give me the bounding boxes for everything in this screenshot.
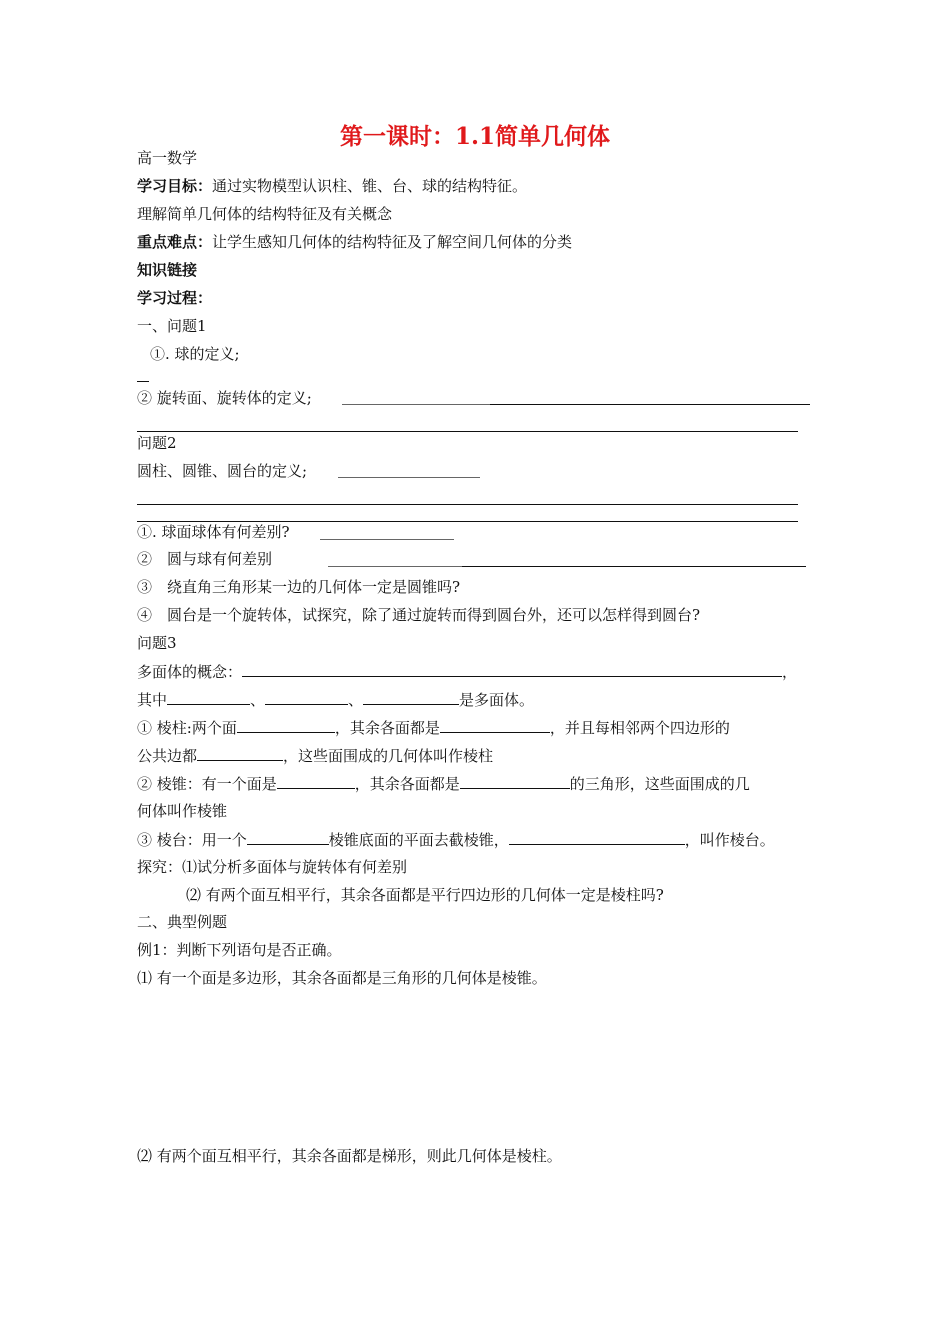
separator: 、 [348,691,364,709]
polyhedron-label: 多面体的概念： [137,663,243,681]
page-title: 第一课时：1.1简单几何体 [339,123,610,150]
explore-1: 探究：⑴试分析多面体与旋转体有何差别 [137,858,408,876]
blank [265,689,348,705]
answer-line [320,539,454,540]
short-rule [137,381,149,382]
prism-text: ，并且每相邻两个四边形的 [549,719,730,737]
answer-line [342,404,490,405]
polyhedron-line [137,661,797,682]
blank [509,829,685,845]
example-1a: ⑴ 有一个面是多边形，其余各面都是三角形的几何体是棱锥。 [137,969,547,987]
answer-line [338,477,480,478]
pyramid-label: ② 棱锥：有一个面是 [137,775,277,793]
goal-line-2: 理解简单几何体的结构特征及有关概念 [137,205,393,223]
blank [277,773,355,789]
problem-2-heading: 问题2 [137,434,177,452]
frustum-line [137,829,775,850]
prism-text: ，其余各面都是 [334,719,440,737]
frustum-text: ，叫作棱台。 [684,831,775,849]
answer-line [462,566,806,567]
goal-line [137,176,527,196]
among-end: 是多面体。 [459,691,535,709]
question-2: 圆柱、圆锥、圆台的定义; [137,462,308,480]
blank [363,689,459,705]
link-heading: 知识链接 [137,261,198,279]
prism-line [137,717,730,738]
blank [440,717,550,733]
prism-text: ，这些面围成的几何体叫作棱柱 [283,747,494,765]
question-2d: ④ 圆台是一个旋转体，试探究，除了通过旋转而得到圆台外，还可以怎样得到圆台? [137,606,701,624]
frustum-label: ③ 棱台：用一个 [137,831,247,849]
section-2-heading: 二、典型例题 [137,913,228,931]
question-1a: ①. 球的定义; [150,345,240,363]
pyramid-text: ，其余各面都是 [354,775,460,793]
answer-line [137,431,798,432]
prism-line-2 [137,745,493,766]
key-line [137,232,572,252]
question-2b: ② 圆与球有何差别 [137,550,273,568]
answer-line [328,566,462,567]
blank [197,745,283,761]
answer-line [490,404,810,405]
question-2c: ③ 绕直角三角形某一边的几何体一定是圆锥吗? [137,578,461,596]
separator: 、 [250,691,266,709]
explore-2: ⑵ 有两个面互相平行，其余各面都是平行四边形的几何体一定是棱柱吗? [186,886,664,904]
goal-label: 学习目标： [137,177,213,195]
pyramid-line-2: 何体叫作棱锥 [137,802,228,820]
prism-text: 公共边都 [137,747,198,765]
question-2a: ①. 球面球体有何差别? [137,523,290,541]
among-line [137,689,534,710]
goal-text: 通过实物模型认识柱、锥、台、球的结构特征。 [212,177,528,195]
question-1b: ② 旋转面、旋转体的定义; [137,389,312,407]
key-text: 让学生感知几何体的结构特征及了解空间几何体的分类 [212,233,573,251]
comma: ， [782,663,798,681]
answer-line [137,504,798,505]
blank [460,773,570,789]
blank [237,717,335,733]
process-heading: 学习过程： [137,289,213,307]
example-1b: ⑵ 有两个面互相平行，其余各面都是梯形，则此几何体是棱柱。 [137,1147,562,1165]
pyramid-text: 的三角形，这些面围成的几 [569,775,750,793]
section-1-heading: 一、问题1 [137,317,207,335]
problem-3-heading: 问题3 [137,634,177,652]
pyramid-line [137,773,750,794]
prism-label: ① 棱柱:两个面 [137,719,237,737]
among-label: 其中 [137,691,168,709]
key-label: 重点难点： [137,233,213,251]
blank [167,689,250,705]
subject-line: 高一数学 [137,149,198,167]
blank [247,829,329,845]
frustum-text: 棱锥底面的平面去截棱锥， [328,831,509,849]
blank [242,661,782,677]
example-1: 例1：判断下列语句是否正确。 [137,941,342,959]
